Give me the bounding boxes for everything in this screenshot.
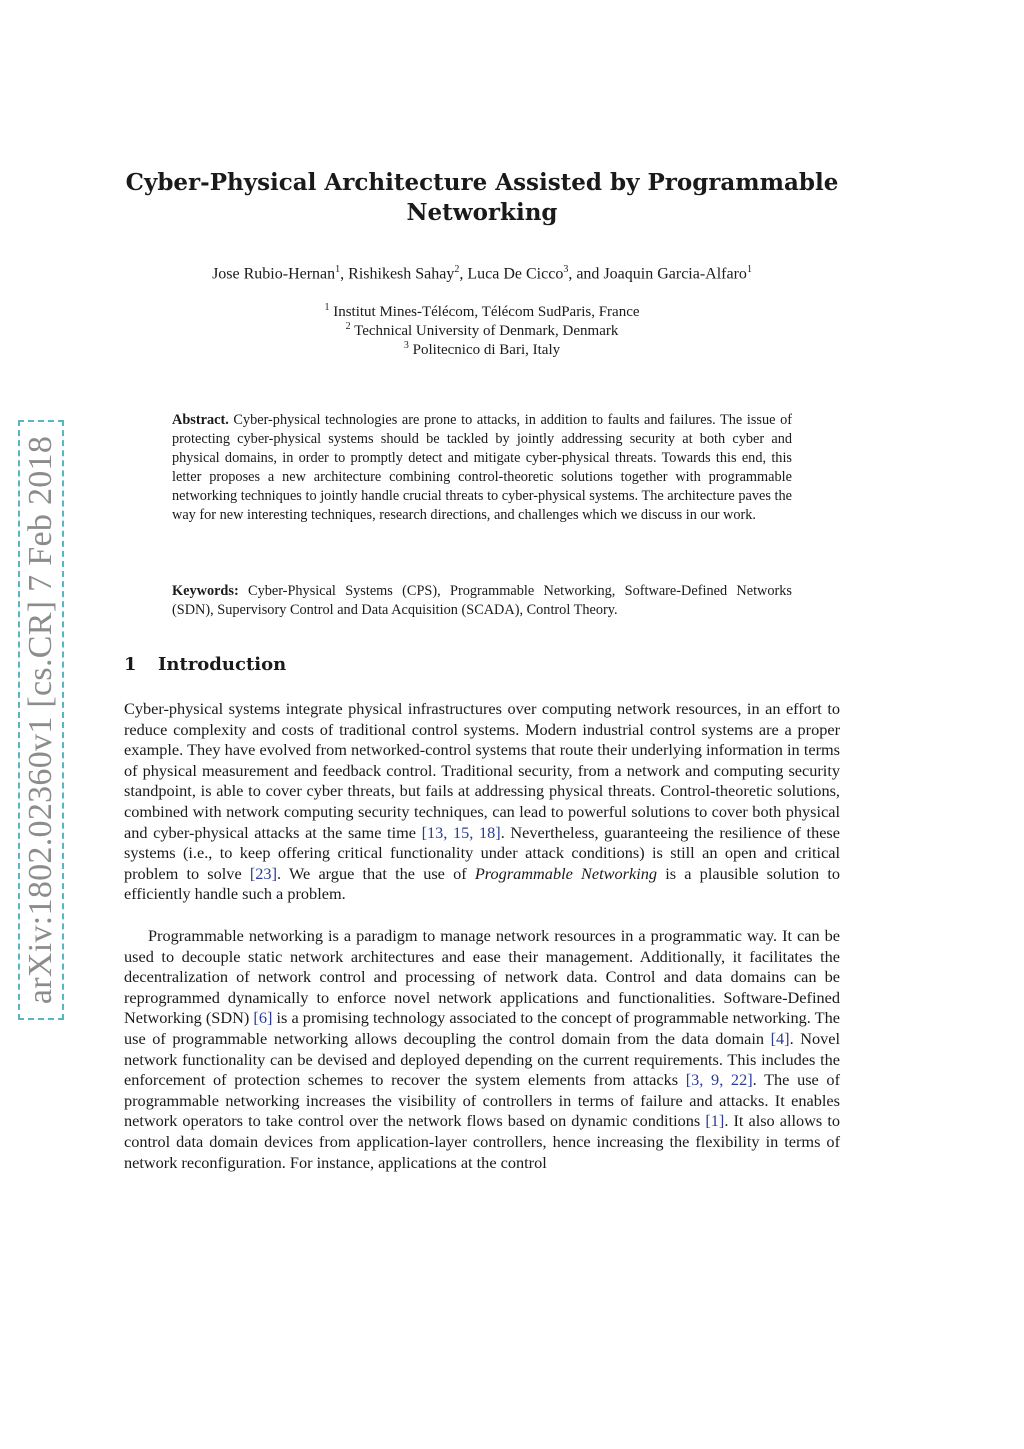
paragraph-text: . Nevertheless, guaranteeing the resilience of these systems (i.e., to keep offering critical functionality under attack conditions) is still an open and critical problem to solve xyxy=(124,822,840,883)
author-separator: , and xyxy=(568,265,604,283)
body-paragraph xyxy=(124,699,840,905)
citation-link[interactable]: [23] xyxy=(249,863,277,883)
arxiv-stamp xyxy=(18,420,64,1020)
author-affil-mark: 1 xyxy=(335,264,341,275)
section-heading xyxy=(124,654,286,675)
emphasized-term: Programmable Networking xyxy=(474,863,658,883)
abstract xyxy=(172,411,792,526)
citation-link[interactable]: [4] xyxy=(770,1028,790,1048)
abstract-text: Cyber-physical technologies are prone to attacks, in addition to faults and failures. The issue of protecting cyber-physical systems should be tackled by jointly addressing security at both cyber and physical domains, in order to promptly detect and mitigate cyber-physical threats. Towards this end, this letter proposes a new architecture combining control-theoretic solutions together with programmable networking techniques to jointly handle crucial threats to cyber-physical systems. The architecture paves the way for new interesting techniques, research directions, and challenges which we discuss in our work. xyxy=(172,412,792,524)
author-name: Luca De Cicco xyxy=(467,265,564,283)
affiliation-number: 2 xyxy=(345,321,351,332)
paragraph-text: Cyber-physical systems integrate physical infrastructures over computing network resources, in an effort to reduce complexity and costs of traditional control systems. Modern industrial control systems are a proper example. They have evolved from networked-control systems that route their underlying information in terms of physical measurement and feedback control. Traditional security, from a network and computing security standpoint, is able to cover cyber threats, but fails at addressing physical threats. Control-theoretic solutions, combined with network computing security techniques, can lead to powerful solutions to cover both physical and cyber-physical attacks at the same time xyxy=(124,699,840,842)
author-affil-mark: 1 xyxy=(746,264,752,275)
keywords-label: Keywords: xyxy=(172,583,239,599)
paragraph-text: is a plausible solution to efficiently handle such a problem. xyxy=(124,863,840,904)
affiliation-text: Politecnico di Bari, Italy xyxy=(412,342,561,358)
affiliation-number: 3 xyxy=(403,340,409,351)
paper-title xyxy=(124,168,840,228)
body-paragraph xyxy=(124,926,840,1173)
author-name: Joaquin Garcia-Alfaro xyxy=(603,265,747,283)
citation-link[interactable]: [3, 9, 22] xyxy=(685,1070,753,1090)
paragraph-text: . Novel network functionality can be devised and deployed depending on the current requirements. This includes the enforcement of protection schemes to recover the system elements from attacks xyxy=(124,1028,840,1090)
author-name: Jose Rubio-Hernan xyxy=(212,265,336,283)
author-name: Rishikesh Sahay xyxy=(348,265,455,283)
author-list xyxy=(124,264,840,283)
arxiv-identifier: arXiv:1802.02360v1 [cs.CR] 7 Feb 2018 xyxy=(22,435,59,1005)
author-separator: , xyxy=(340,265,349,283)
author-separator: , xyxy=(459,265,468,283)
keywords xyxy=(172,582,792,620)
author-affil-mark: 3 xyxy=(563,264,569,275)
affiliation xyxy=(124,321,840,340)
title-line-1: Cyber-Physical Architecture Assisted by Programmable xyxy=(125,169,839,196)
affiliation xyxy=(124,302,840,321)
section-number: 1 xyxy=(124,654,137,675)
abstract-label: Abstract. xyxy=(172,412,229,428)
author-affil-mark: 2 xyxy=(454,264,460,275)
keywords-text: Cyber-Physical Systems (CPS), Programmable Networking, Software-Defined Networks (SDN), Supervisory Control and Data Acquisition (SCADA), Control Theory. xyxy=(172,583,792,619)
affiliation xyxy=(124,340,840,359)
paragraph-text: is a promising technology associated to the concept of programmable networking. The use of programmable networking allows decoupling the control domain from the data domain xyxy=(124,1008,840,1048)
affiliation-text: Technical University of Denmark, Denmark xyxy=(354,323,619,339)
citation-link[interactable]: [6] xyxy=(253,1008,273,1028)
paragraph-text: . It also allows to control data domain devices from application-layer controllers, hence increasing the flexibility in terms of network reconfiguration. For instance, applications at the control xyxy=(124,1111,841,1172)
section-title: Introduction xyxy=(158,654,287,675)
affiliation-number: 1 xyxy=(324,302,330,313)
paragraph-text: . We argue that the use of xyxy=(277,863,475,883)
citation-link[interactable]: [1] xyxy=(705,1111,725,1131)
citation-link[interactable]: [13, 15, 18] xyxy=(421,822,501,842)
title-line-2: Networking xyxy=(406,199,558,226)
paragraph-text: . The use of programmable networking increases the visibility of controllers in terms of failure and attacks. It enables network operators to take control over the network flows based on dynamic conditions xyxy=(124,1070,840,1131)
paragraph-text: Programmable networking is a paradigm to manage network resources in a programmatic way. It can be used to decouple static network architectures and ease their management. Additionally, it facilitates the decentralization of network control and processing of network data. Control and data domains can be reprogrammed dynamically to enforce novel network applications and functionalities. Software-Defined Networking (SDN) xyxy=(124,926,840,1028)
affiliation-text: Institut Mines-Télécom, Télécom SudParis, France xyxy=(333,304,640,320)
